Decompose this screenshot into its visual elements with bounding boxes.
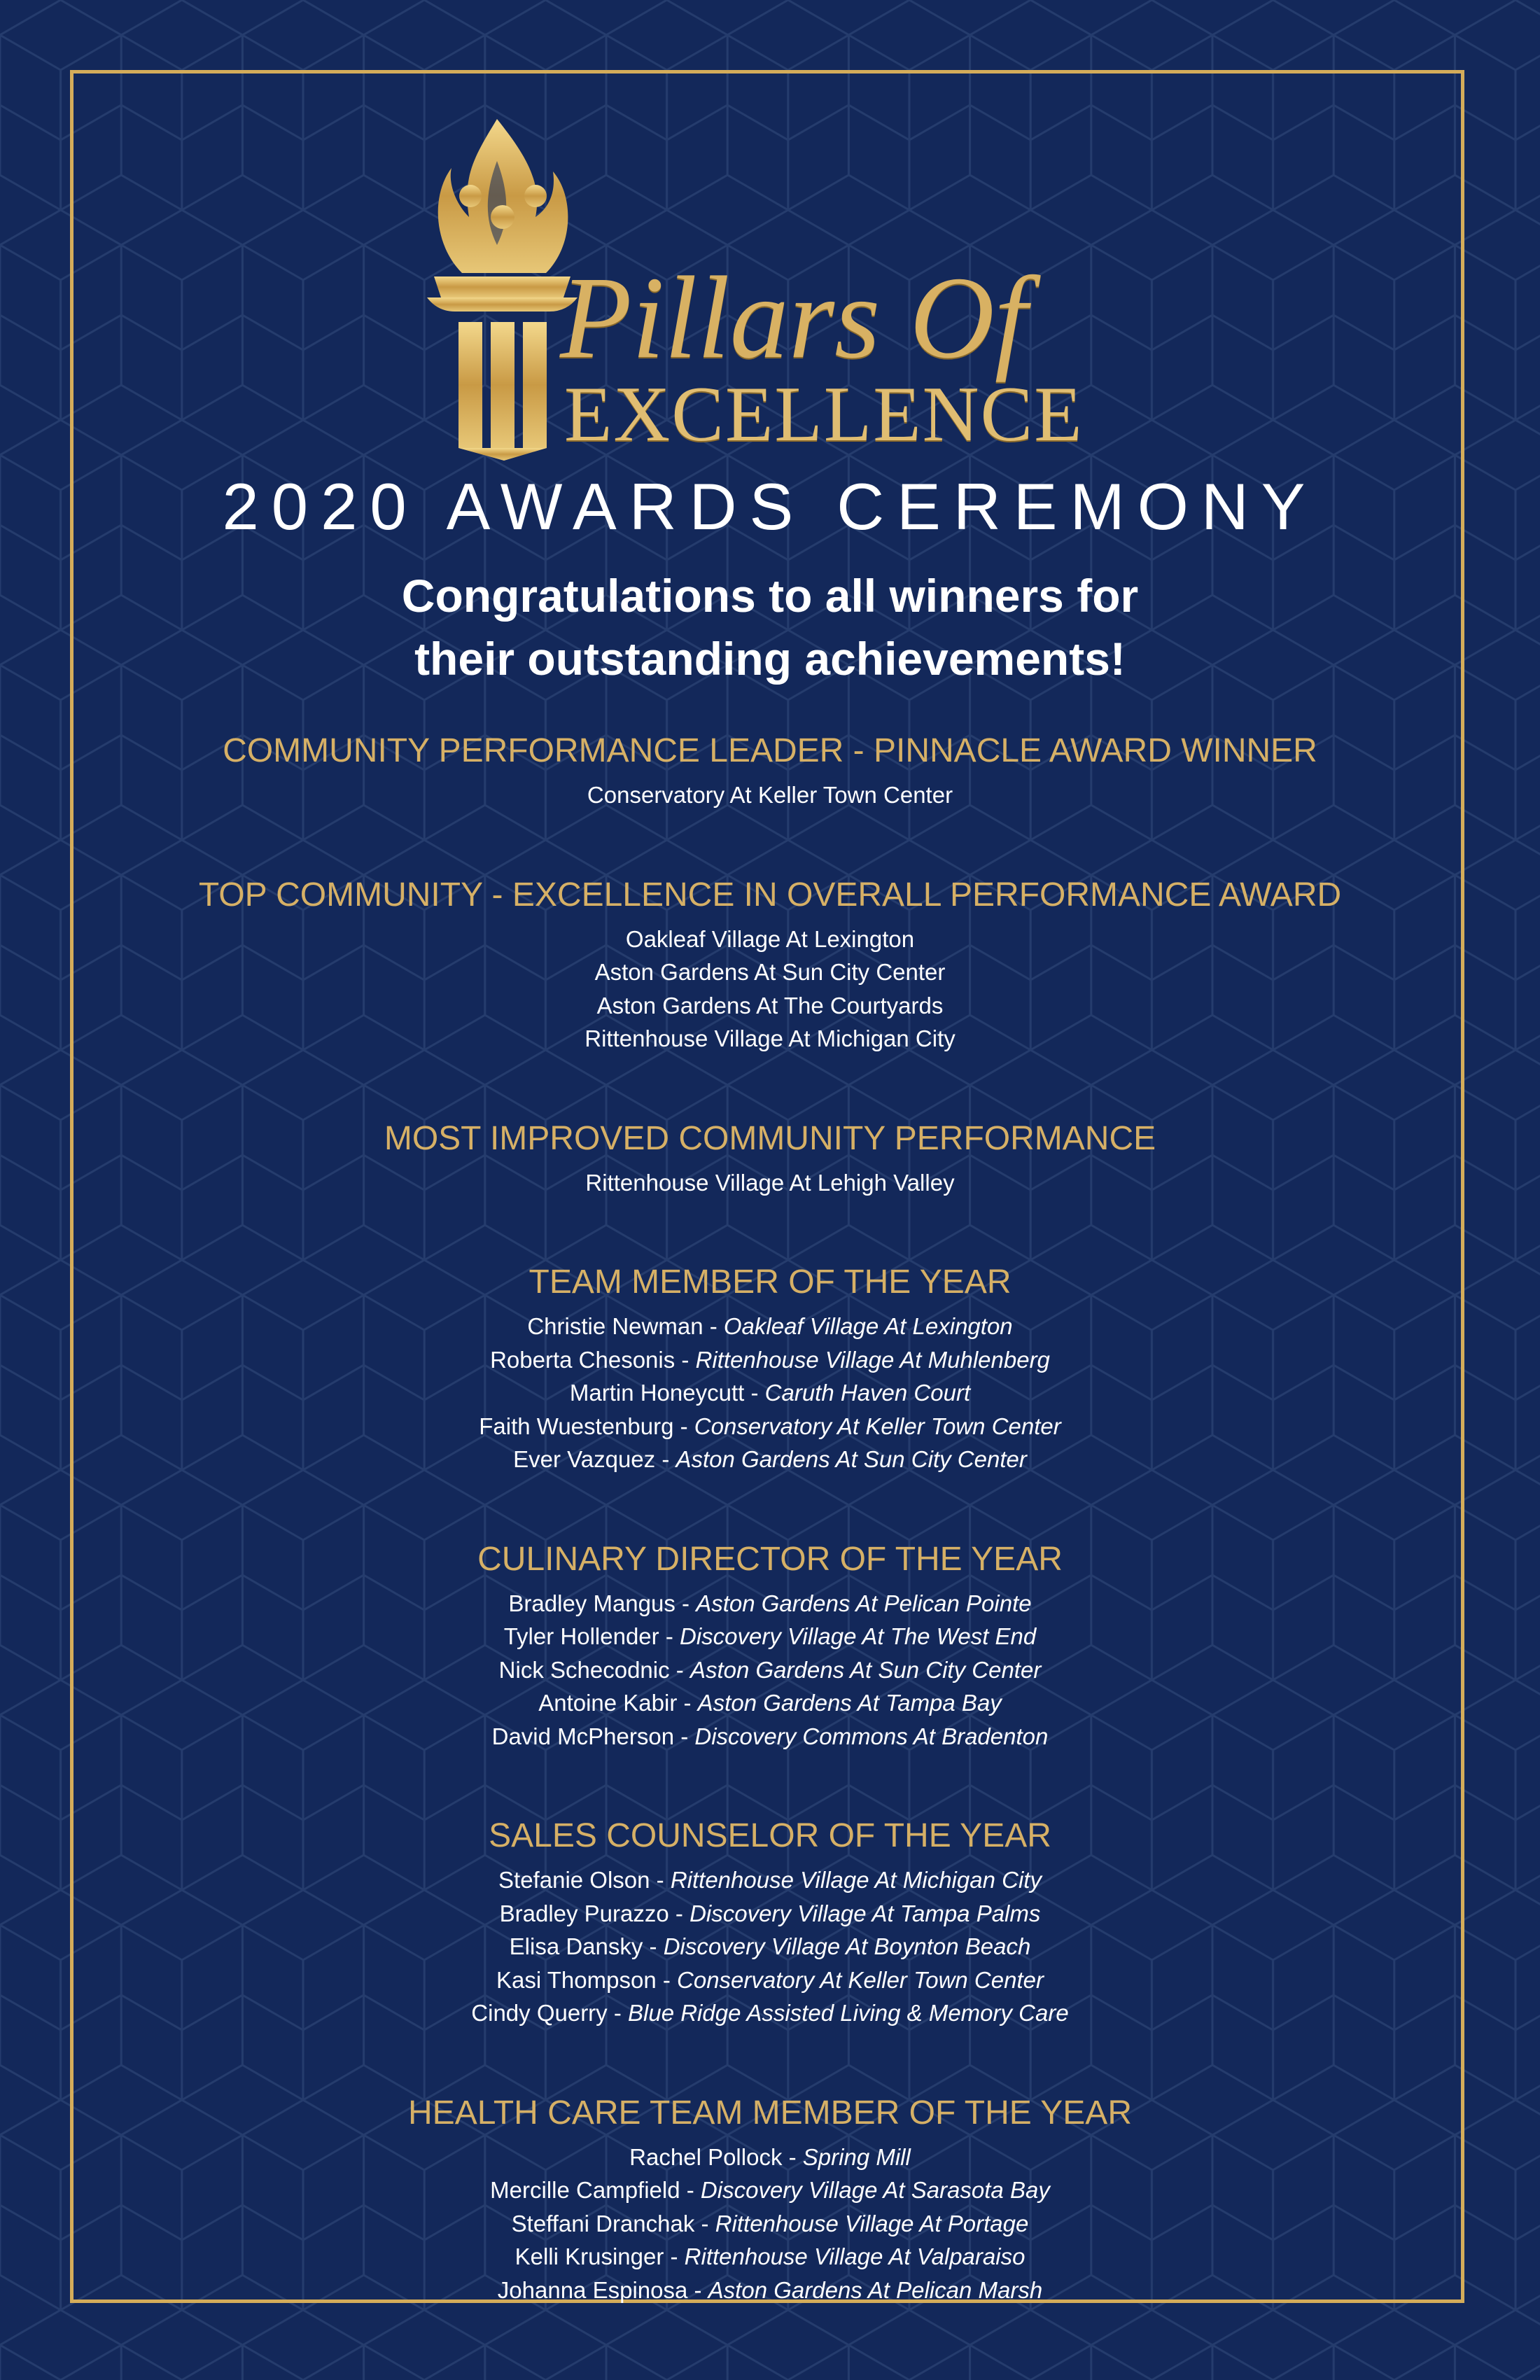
award-section-title: TOP COMMUNITY - EXCELLENCE IN OVERALL PERFORMANCE AWARD (198, 876, 1342, 913)
winner-community: Rittenhouse Village At Valparaiso (684, 2244, 1026, 2269)
winner-community: Caruth Haven Court (764, 1380, 971, 1406)
winner-community: Aston Gardens At Pelican Marsh (708, 2276, 1043, 2303)
winner-name: Rachel Pollock (629, 2143, 783, 2170)
award-winner (0, 1930, 1540, 1963)
winner-separator: - (744, 1380, 765, 1406)
winner-name: Steffani Dranchak (511, 2210, 695, 2236)
award-section-title: CULINARY DIRECTOR OF THE YEAR (477, 1540, 1063, 1578)
winner-name: Elisa Dansky (509, 1933, 643, 1959)
winner-separator: - (694, 2210, 715, 2236)
winner-community: Rittenhouse Village At Michigan City (670, 1867, 1042, 1893)
award-section (0, 2090, 1540, 2307)
winner-community: Conservatory At Keller Town Center (677, 1966, 1044, 1993)
winner-separator: - (669, 1656, 690, 1683)
winner-name: Johanna Espinosa (497, 2276, 688, 2303)
winner-separator: - (673, 1413, 694, 1439)
award-winner (0, 1653, 1540, 1687)
winner-community: Rittenhouse Village At Muhlenberg (695, 1346, 1050, 1373)
winner-separator: - (668, 1900, 690, 1926)
award-winner (0, 1022, 1540, 1056)
award-winner (0, 2240, 1540, 2274)
award-winner (0, 1410, 1540, 1443)
award-section-title: TEAM MEMBER OF THE YEAR (528, 1264, 1011, 1301)
winner-community: Conservatory At Keller Town Center (694, 1413, 1061, 1439)
winner-name: Faith Wuestenburg (479, 1413, 674, 1439)
winner-community: Discovery Village At Tampa Palms (690, 1900, 1041, 1926)
winner-name: Kelli Krusinger (514, 2244, 664, 2269)
winner-name: Aston Gardens At The Courtyards (596, 992, 944, 1018)
winner-name: Martin Honeycutt (569, 1380, 745, 1406)
winner-name: Roberta Chesonis (490, 1346, 676, 1373)
winner-separator: - (680, 2177, 701, 2203)
winner-name: Christie Newman (527, 1313, 704, 1339)
award-winner (0, 1443, 1540, 1476)
award-section (0, 728, 1540, 812)
award-section (0, 1813, 1540, 2030)
award-sections (0, 728, 1540, 2367)
award-section-title: MOST IMPROVED COMMUNITY PERFORMANCE (384, 1119, 1156, 1157)
winner-name: Stefanie Olson (498, 1867, 650, 1893)
award-winner (0, 2174, 1540, 2207)
award-section (0, 1259, 1540, 1476)
award-section-title: HEALTH CARE TEAM MEMBER OF THE YEAR (408, 2094, 1132, 2132)
award-section-title: COMMUNITY PERFORMANCE LEADER - PINNACLE AWARD WINNER (223, 732, 1317, 769)
winner-separator: - (677, 1690, 698, 1716)
winner-name: Cindy Querry (471, 2000, 608, 2026)
congrats-line-2: their outstanding achievements! (414, 633, 1126, 685)
congratulations-message (0, 564, 1540, 690)
winner-community: Blue Ridge Assisted Living & Memory Care (628, 2000, 1069, 2026)
winner-separator: - (643, 1933, 664, 1959)
winner-name: Kasi Thompson (496, 1966, 657, 1993)
winner-name: Nick Schecodnic (498, 1656, 670, 1683)
winner-name: Bradley Purazzo (499, 1900, 669, 1926)
award-winner (0, 1343, 1540, 1377)
award-winner (0, 1166, 1540, 1200)
winner-name: Antoine Kabir (538, 1690, 678, 1716)
award-winner (0, 1963, 1540, 1997)
winner-separator: - (607, 2000, 628, 2026)
winner-community: Aston Gardens At Pelican Pointe (696, 1590, 1032, 1616)
congrats-line-1: Congratulations to all winners for (401, 570, 1139, 622)
winner-name: Oakleaf Village At Lexington (625, 925, 915, 952)
award-winner (0, 1720, 1540, 1754)
award-winner (0, 989, 1540, 1023)
winner-community: Discovery Village At The West End (679, 1623, 1037, 1649)
award-winner (0, 1310, 1540, 1343)
winner-separator: - (687, 2276, 708, 2303)
award-winner (0, 2274, 1540, 2307)
winner-community: Rittenhouse Village At Portage (715, 2210, 1029, 2236)
winner-name: Rittenhouse Village At Michigan City (584, 1026, 955, 1051)
award-section-title: SALES COUNSELOR OF THE YEAR (489, 1817, 1051, 1854)
award-winner (0, 1897, 1540, 1931)
winner-community: Discovery Commons At Bradenton (694, 1723, 1049, 1749)
winner-separator: - (655, 1446, 676, 1472)
logo-title: Pillars Of (560, 253, 1028, 383)
winner-separator: - (675, 1346, 696, 1373)
winner-name: Aston Gardens At Sun City Center (594, 959, 946, 985)
winner-separator: - (674, 1723, 695, 1749)
winner-name: Bradley Mangus (508, 1590, 676, 1616)
award-winner (0, 2141, 1540, 2174)
winner-community: Discovery Village At Boynton Beach (663, 1933, 1031, 1959)
winner-name: Rittenhouse Village At Lehigh Valley (585, 1169, 955, 1196)
award-winner (0, 1863, 1540, 1897)
winner-name: Mercille Campfield (490, 2177, 680, 2203)
award-winner (0, 1620, 1540, 1653)
winner-separator: - (675, 1590, 696, 1616)
award-winner (0, 1686, 1540, 1720)
winner-community: Spring Mill (802, 2143, 911, 2170)
winner-separator: - (650, 1867, 671, 1893)
winner-name: Conservatory At Keller Town Center (587, 782, 953, 808)
winner-separator: - (782, 2143, 803, 2170)
winner-community: Aston Gardens At Sun City Center (676, 1446, 1027, 1472)
winner-separator: - (656, 1966, 678, 1993)
winner-name: Ever Vazquez (513, 1446, 656, 1472)
winner-community: Aston Gardens At Tampa Bay (697, 1690, 1002, 1716)
winner-separator: - (659, 1623, 680, 1649)
award-winner (0, 955, 1540, 989)
award-section (0, 1116, 1540, 1200)
award-section (0, 1536, 1540, 1754)
award-section (0, 872, 1540, 1056)
ceremony-heading: 2020 AWARDS CEREMONY (222, 470, 1318, 543)
winner-name: David McPherson (491, 1723, 675, 1749)
winner-separator: - (664, 2244, 685, 2269)
award-winner (0, 1996, 1540, 2030)
winner-name: Tyler Hollender (503, 1623, 659, 1649)
logo-subtitle: EXCELLENCE (564, 371, 1084, 458)
award-winner (0, 778, 1540, 812)
award-winner (0, 1376, 1540, 1410)
winner-community: Oakleaf Village At Lexington (723, 1313, 1013, 1339)
award-winner (0, 1587, 1540, 1620)
winner-community: Aston Gardens At Sun City Center (690, 1656, 1042, 1683)
winner-separator: - (703, 1313, 724, 1339)
award-winner (0, 2207, 1540, 2241)
winner-community: Discovery Village At Sarasota Bay (700, 2177, 1050, 2203)
award-winner (0, 923, 1540, 956)
